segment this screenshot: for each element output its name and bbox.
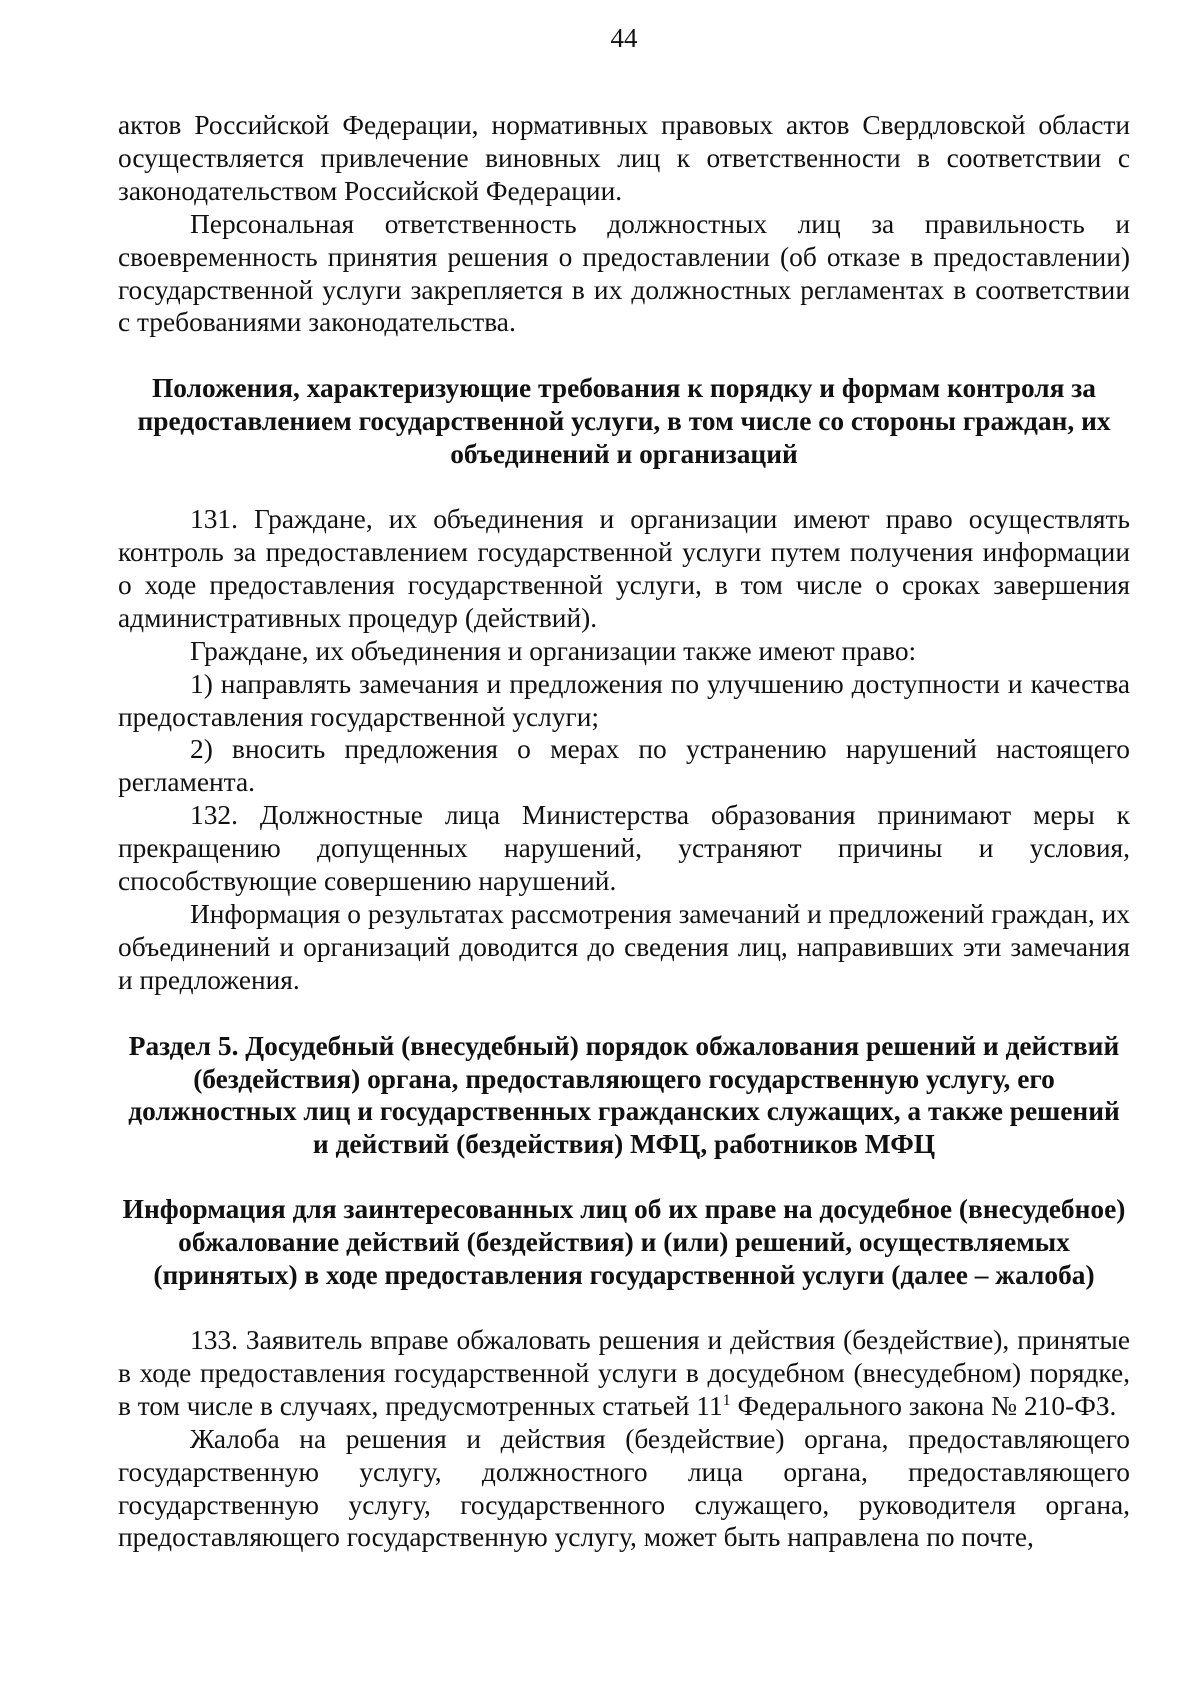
- paragraph-citizens-rights-intro: Граждане, их объединения и организации также имеют право:: [190, 635, 917, 666]
- paragraph-liability-continuation: актов Российской Федерации, нормативных правовых актов Свердловской области осуществляется привлечение виновных лиц к ответственности в соответствии с законодательством Российской Федерации.: [118, 110, 1130, 206]
- paragraph-complaint-submission: Жалоба на решения и действия (бездействие) органа, предоставляющего государственную услугу, должностного лица органа, предоставляющего государственную услугу, государственного служащего, руководителя органа, предоставляющего государственную услугу, может быть направлена по почте,: [118, 1423, 1130, 1553]
- paragraph-personal-responsibility: Персональная ответственность должностных лиц за правильность и своевременность принятия решения о предоставлении (об отказе в предоставлении) государственной услуги закрепляется в их должностных регламентах в соответствии с требованиями законодательства.: [118, 208, 1130, 338]
- document-body: [118, 109, 1130, 1554]
- list-item-2: 2) вносить предложения о мерах по устранению нарушений настоящего регламента.: [118, 734, 1130, 798]
- paragraph-132: 132. Должностные лица Министерства образования принимают меры к прекращению допущенных нарушений, устраняют причины и условия, способствующие совершению нарушений.: [118, 800, 1130, 897]
- heading-control-requirements: Положения, характеризующие требования к порядку и формам контроля за предоставлением государственной услуги, в том числе со стороны граждан, их объединений и организаций: [137, 373, 1111, 470]
- paragraph-133-text: 133. Заявитель вправе обжаловать решения и действия (бездействие), принятые в ходе предоставления государственной услуги в досудебном (внесудебном) порядке, в том числе в случаях, предусмотренных статьей 11: [118, 1325, 1130, 1421]
- paragraph-results-information: Информация о результатах рассмотрения замечаний и предложений граждан, их объединений и организаций доводится до сведения лиц, направивших эти замечания и предложения.: [118, 898, 1130, 995]
- heading-complaint-information: Информация для заинтересованных лиц об их праве на досудебное (внесудебное) обжалование действий (бездействия) и (или) решений, осуществляемых (принятых) в ходе предоставления государственной услуги (далее – жалоба): [122, 1194, 1126, 1291]
- paragraph-133: [118, 1324, 1130, 1423]
- heading-section-5: Раздел 5. Досудебный (внесудебный) порядок обжалования решений и действий (бездействия) органа, предоставляющего государственную услугу, его должностных лиц и государственных гражданских служащих, а также решений и действий (бездействия) МФЦ, работников МФЦ: [128, 1030, 1120, 1160]
- paragraph-133-tail: Федерального закона № 210-ФЗ.: [730, 1390, 1117, 1421]
- paragraph-131: 131. Граждане, их объединения и организации имеют право осуществлять контроль за предоставлением государственной услуги путем получения информации о ходе предоставления государственной услуги, в том числе о сроках завершения административных процедур (действий).: [118, 504, 1130, 633]
- page-number: 44: [610, 23, 638, 53]
- paragraph-133-superscript: 1: [722, 1391, 731, 1409]
- list-item-1: 1) направлять замечания и предложения по улучшению доступности и качества предоставления государственной услуги;: [118, 668, 1130, 732]
